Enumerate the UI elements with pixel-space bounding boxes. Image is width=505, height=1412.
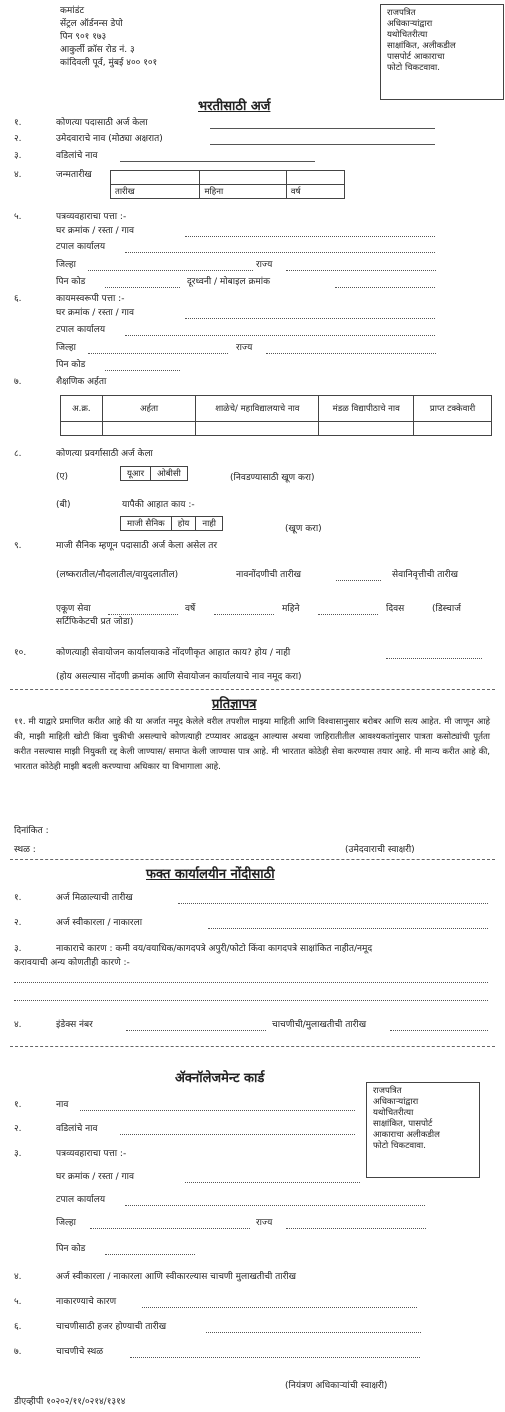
a1-field[interactable] — [80, 1110, 355, 1111]
q5-district-label: जिल्हा — [56, 260, 76, 270]
q10-field[interactable] — [386, 658, 482, 659]
o3-label-cont: करावयाची अन्य कोणतीही कारणे :- — [14, 958, 130, 968]
month-cell[interactable] — [200, 171, 286, 185]
a4-number: ४. — [14, 1272, 22, 1282]
a3-house-field[interactable] — [185, 1182, 360, 1183]
o3-field[interactable] — [14, 982, 488, 983]
q9-years-label: वर्षे — [185, 604, 196, 614]
qual-header-qualification: अर्हता — [102, 396, 196, 422]
q8-number: ८. — [14, 449, 22, 459]
q6-state-field[interactable] — [266, 353, 436, 354]
a7-field[interactable] — [130, 1357, 420, 1358]
application-title: भरतीसाठी अर्ज — [198, 99, 271, 114]
a3-pin-label: पिन कोड — [56, 1244, 86, 1254]
q6-number: ६. — [14, 294, 22, 304]
q5-number: ५. — [14, 212, 22, 222]
q9-total-field[interactable] — [108, 614, 178, 615]
a3-number: ३. — [14, 1149, 22, 1159]
o4-label: इंडेक्स नंबर — [56, 1020, 93, 1030]
footer-code: डीएव्हीपी १०२०२/११/०२१४/१३१४ — [14, 1397, 126, 1407]
photo-box-line: साक्षांकित, अलीकडील — [387, 41, 456, 51]
o2-number: २. — [14, 918, 22, 928]
a4-label: अर्ज स्वीकारला / नाकारला आणि स्वीकारल्यास चाचणी मुलाखतीची तारीख — [56, 1272, 297, 1282]
q6-pin-label: पिन कोड — [56, 360, 86, 370]
o3-label: नाकाराचे कारण : कमी वय/वयाधिक/कागदपत्रे अपुरी/फोटो किंवा कागदपत्रे साक्षांकित नाहीत/नमूद — [56, 944, 373, 954]
ack-photo-box[interactable] — [366, 1082, 480, 1178]
q9-enroll-label: नावनोंदणीची तारीख — [236, 570, 302, 580]
q3-field[interactable] — [120, 161, 315, 162]
address-line: सेंट्रल ऑर्डनन्स डेपो — [60, 19, 123, 29]
q9-label: माजी सैनिक म्हणून पदासाठी अर्ज केला असेल तर — [56, 541, 218, 551]
year-cell[interactable] — [286, 171, 344, 185]
o3-field[interactable] — [14, 1000, 488, 1001]
section-divider — [10, 689, 495, 690]
q4-label: जन्मतारीख — [56, 170, 92, 180]
o1-label: अर्ज मिळाल्याची तारीख — [56, 893, 133, 903]
a3-post-label: टपाल कार्यालय — [56, 1195, 106, 1205]
q8-label: कोणत्या प्रवर्गासाठी अर्ज केला — [56, 449, 153, 459]
photo-box-line: राजपत्रित — [387, 8, 416, 18]
q3-number: ३. — [14, 151, 22, 161]
qual-cell[interactable] — [414, 422, 492, 436]
a1-label: नाव — [56, 1100, 69, 1110]
address-line: कमांडंट — [60, 6, 84, 16]
q5-post-label: टपाल कार्यालय — [56, 242, 106, 252]
address-line: पिन ९०१ १७३ — [60, 32, 107, 42]
q3-label: वडिलांचे नाव — [56, 151, 98, 161]
o4-number: ४. — [14, 1020, 22, 1030]
q8-b-note: (खूण करा) — [285, 524, 322, 534]
photo-box-line: पासपोर्ट आकाराचा — [387, 52, 445, 62]
photo-box[interactable] — [380, 4, 504, 100]
photo-box-line: अधिकाऱ्यांद्वारा — [373, 1097, 419, 1107]
q9-years-field[interactable] — [214, 614, 274, 615]
q2-label: उमेदवाराचे नाव (मोठ्या अक्षरात) — [56, 134, 163, 144]
option-no[interactable]: नाही — [196, 517, 223, 531]
q6-pin-field[interactable] — [105, 370, 180, 371]
q9-retire-label: सेवानिवृत्तीची तारीख — [392, 570, 459, 580]
q9-months-field[interactable] — [318, 614, 378, 615]
qual-header-school: शाळेचे/ महाविद्यालयाचे नाव — [196, 396, 319, 422]
address-line: कांदिवली पूर्व, मुंबई ४०० १०१ — [60, 58, 158, 68]
qual-header-board: मंडळ विद्यापीठाचे नाव — [319, 396, 414, 422]
photo-box-line: फोटो चिकटवावा. — [373, 1141, 426, 1151]
o4-test-field[interactable] — [390, 1030, 488, 1031]
q1-label: कोणत्या पदासाठी अर्ज केला — [56, 118, 148, 128]
a3-district-label: जिल्हा — [56, 1218, 76, 1228]
a6-number: ६. — [14, 1322, 22, 1332]
q2-number: २. — [14, 134, 22, 144]
qual-cell[interactable] — [61, 422, 103, 436]
a7-number: ७. — [14, 1347, 22, 1357]
q4-number: ४. — [14, 170, 22, 180]
a3-post-field[interactable] — [125, 1205, 425, 1206]
address-line: आकुर्ली क्रॉस रोड नं. ३ — [60, 45, 135, 55]
o2-label: अर्ज स्वीकारला / नाकारला — [56, 918, 143, 928]
q6-post-field[interactable] — [125, 335, 435, 336]
date-col-label: तारीख — [111, 185, 200, 199]
a3-house-label: घर क्रमांक / रस्ता / गाव — [56, 1172, 134, 1182]
date-cell[interactable] — [111, 171, 200, 185]
q9-service: (लष्करातील/नौदलातील/वायुदलातील) — [56, 570, 179, 580]
option-yes[interactable]: होय — [171, 517, 196, 531]
q8-a-label: (ए) — [56, 472, 68, 482]
a3-label: पत्रव्यवहाराचा पत्ता :- — [56, 1149, 127, 1159]
declaration-text: ११. मी याद्वारे प्रमाणित करीत आहे की या अर्जात नमूद केलेले वरील तपशील माझ्या माहिती आणि विश्वासानुसार बरोबर आणि सत्य आहेत. मी जाणून आहे की, माझी माहिती खोटी किंवा चुकीची असल्याचे कोणत्याही टप्प्यावर आढळून आल्यास अथवा जाहिरातीतील आवश्यकतांनुसार पात्रता कसोट्यांची पूर्तता करीत नसल्यास माझी नियुक्ती रद्द केली जाण्यास/ समाप्त केली जाण्यास पात्र आहे. मी भारतात कोठेही सेवा करण्यास तयार आहे. मी मान्य करीत आहे की, भारतात कोठेही माझी बदली करण्याचा अधिकार या विभागाला आहे. — [14, 717, 490, 772]
q5-pin-label: पिन कोड — [56, 277, 86, 287]
q5-house-field[interactable] — [185, 236, 435, 237]
a1-number: १. — [14, 1100, 22, 1110]
qual-cell[interactable] — [319, 422, 414, 436]
photo-box-line: राजपत्रित — [373, 1086, 402, 1096]
candidate-signature: (उमेदवाराची स्वाक्षरी) — [345, 845, 415, 855]
qualification-table — [60, 395, 492, 436]
a3-state-label: राज्य — [256, 1218, 273, 1228]
ex-serviceman-options — [120, 516, 223, 531]
photo-box-line: अधिकाऱ्यांद्वारा — [387, 19, 433, 29]
option-ur[interactable]: यूआर — [121, 467, 151, 481]
a6-label: चाचणीसाठी हजर होण्याची तारीख — [56, 1322, 167, 1332]
a3-pin-field[interactable] — [105, 1254, 195, 1255]
a7-label: चाचणीचे स्थळ — [56, 1347, 104, 1357]
q1-number: १. — [14, 118, 22, 128]
photo-box-line: साक्षांकित, पासपोर्ट — [373, 1119, 433, 1129]
section-divider — [10, 859, 495, 860]
q5-post-field[interactable] — [125, 252, 435, 253]
o2-field[interactable] — [208, 928, 488, 929]
o3-number: ३. — [14, 944, 22, 954]
photo-box-line: आकाराचा अलीकडील — [373, 1130, 440, 1140]
q10-number: १०. — [14, 648, 27, 658]
qual-header-sn: अ.क्र. — [61, 396, 103, 422]
q5-district-field[interactable] — [88, 270, 253, 271]
o4-test-label: चाचणीची/मुलाखतीची तारीख — [272, 1020, 367, 1030]
q10-note: (होय असल्यास नोंदणी क्रमांक आणि सेवायोजन कार्यालयाचे नाव नमूद करा) — [56, 672, 302, 682]
q8-b-label: (बी) — [56, 500, 71, 510]
option-ex-serviceman: माजी सैनिक — [121, 517, 172, 531]
q1-field[interactable] — [210, 128, 435, 129]
a2-number: २. — [14, 1124, 22, 1134]
q6-district-label: जिल्हा — [56, 343, 76, 353]
q10-label: कोणत्याही सेवायोजन कार्यालयाकडे नोंदणीकृत आहात काय? होय / नाही — [56, 648, 291, 658]
q9-months-label: महिने — [282, 604, 300, 614]
q5-pin-field[interactable] — [105, 287, 180, 288]
qual-cell[interactable] — [102, 422, 196, 436]
photo-box-line: यथोचितरीत्या — [387, 30, 428, 40]
birthdate-table — [110, 170, 345, 199]
q6-state-label: राज्य — [236, 343, 253, 353]
q5-house-label: घर क्रमांक / रस्ता / गाव — [56, 226, 134, 236]
q9-days-label: दिवस — [386, 604, 405, 614]
q7-label: शैक्षणिक अर्हता — [56, 377, 107, 387]
place-label: स्थळ : — [14, 845, 36, 855]
authority-signature: (नियंत्रण अधिकाऱ्यांची स्वाक्षरी) — [285, 1381, 388, 1391]
q6-district-field[interactable] — [88, 353, 228, 354]
q5-state-field[interactable] — [286, 270, 436, 271]
q6-house-label: घर क्रमांक / रस्ता / गाव — [56, 308, 134, 318]
q7-number: ७. — [14, 377, 22, 387]
q5-phone-label: दूरध्वनी / मोबाइल क्रमांक — [187, 277, 271, 287]
q2-field[interactable] — [210, 144, 435, 145]
office-use-title: फक्त कार्यालयीन नोंदीसाठी — [146, 867, 275, 882]
qual-header-percent: प्राप्त टक्केवारी — [414, 396, 492, 422]
category-options — [120, 466, 188, 481]
q6-house-field[interactable] — [185, 318, 435, 319]
o4-index-field[interactable] — [126, 1030, 266, 1031]
a2-label: वडिलांचे नाव — [56, 1124, 98, 1134]
date-label: दिनांकित : — [14, 826, 49, 836]
a2-field[interactable] — [120, 1134, 355, 1135]
option-obc[interactable]: ओबीसी — [151, 467, 188, 481]
o1-field[interactable] — [178, 903, 488, 904]
year-col-label: वर्ष — [286, 185, 344, 199]
q9-discharge: (डिस्चार्ज — [432, 604, 461, 614]
month-col-label: महिना — [200, 185, 286, 199]
a5-field[interactable] — [142, 1307, 417, 1308]
q8-b-question: यापैकी आहात काय :- — [122, 500, 195, 510]
q5-state-label: राज्य — [256, 260, 273, 270]
q8-a-note: (निवडण्यासाठी खूण करा) — [230, 473, 315, 483]
q5-label: पत्रव्यवहाराचा पत्ता :- — [56, 212, 127, 222]
q9-enroll-field[interactable] — [336, 580, 381, 581]
a5-label: नाकारण्याचे कारण — [56, 1297, 117, 1307]
a3-district-field[interactable] — [90, 1228, 250, 1229]
ack-title: ॲक्नॉलेजमेन्ट कार्ड — [175, 1071, 265, 1086]
q9-number: ९. — [14, 541, 22, 551]
qual-cell[interactable] — [196, 422, 319, 436]
q6-label: कायमस्वरूपी पत्ता :- — [56, 294, 125, 304]
a5-number: ५. — [14, 1297, 22, 1307]
a6-field[interactable] — [206, 1332, 421, 1333]
q9-total-label: एकूण सेवा — [56, 604, 91, 614]
declaration-title: प्रतिज्ञापत्र — [212, 697, 257, 712]
a3-state-field[interactable] — [286, 1228, 426, 1229]
q9-certificate: सर्टिफिकेटची प्रत जोडा) — [56, 617, 134, 627]
q5-phone-field[interactable] — [335, 287, 435, 288]
photo-box-line: यथोचितरीत्या — [373, 1108, 414, 1118]
q6-post-label: टपाल कार्यालय — [56, 325, 106, 335]
section-divider — [10, 1046, 495, 1047]
o1-number: १. — [14, 893, 22, 903]
photo-box-line: फोटो चिकटवावा. — [387, 63, 440, 73]
